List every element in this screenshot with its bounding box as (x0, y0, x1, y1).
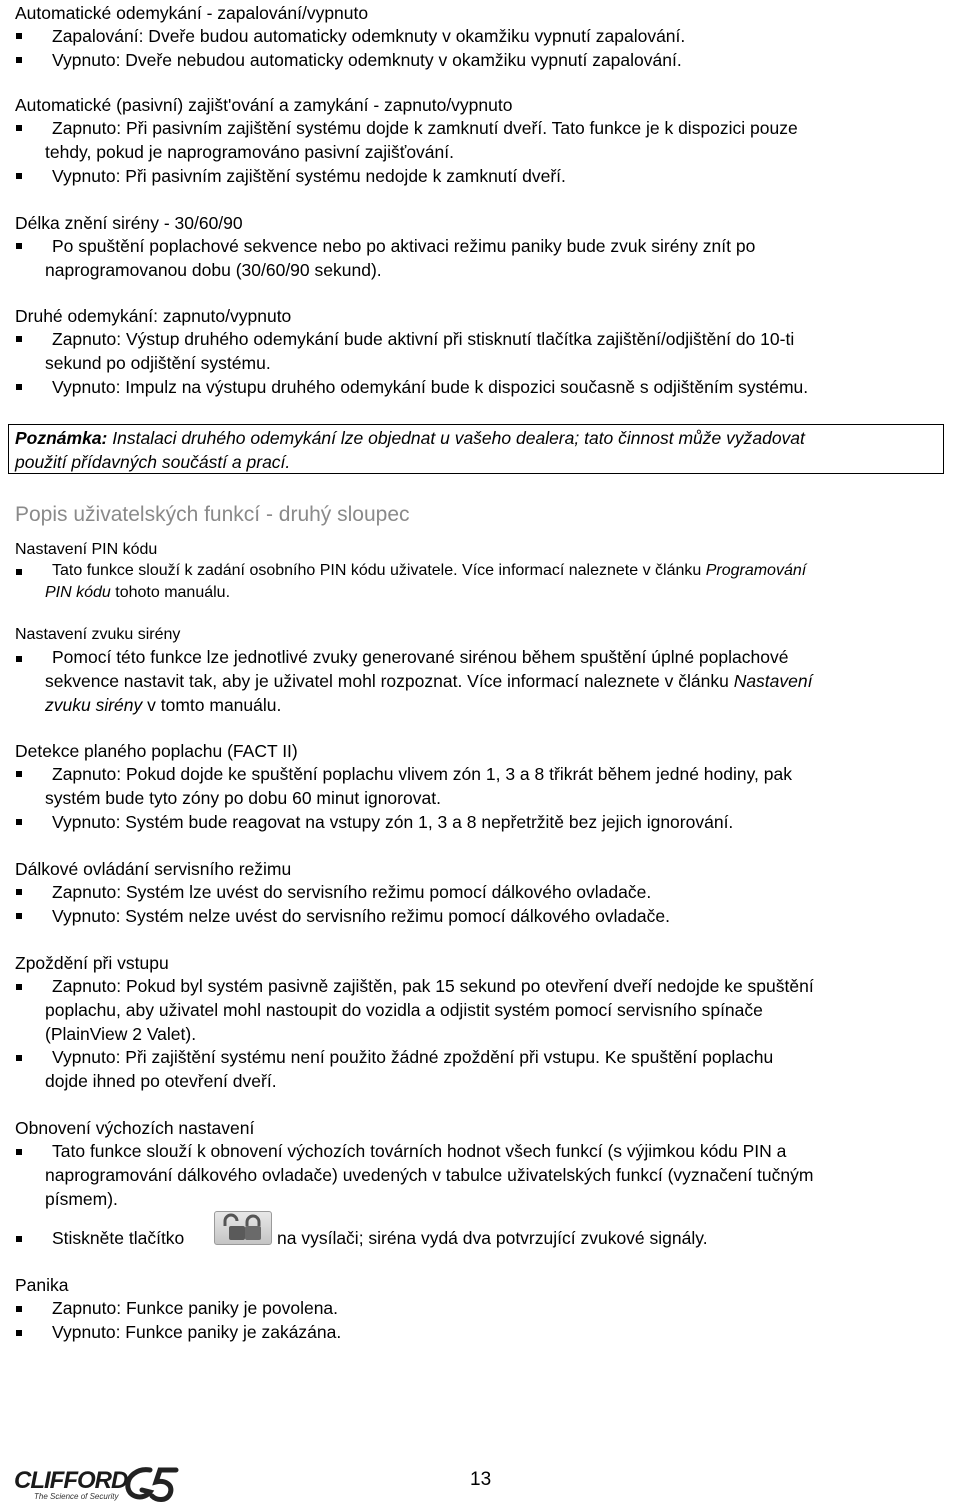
auto-unlock-heading: Automatické odemykání - zapalování/vypnuto (15, 3, 369, 23)
siren-sound-link: Nastavení (733, 671, 813, 691)
auto-unlock-item-1: Zapalování: Dveře budou automaticky odemknuty v okamžiku vypnutí zapalování. (52, 26, 686, 46)
entry-delay-heading: Zpoždění při vstupu (15, 953, 169, 973)
pin-link-programming: Programování (705, 562, 807, 579)
service-item-1: Zapnuto: Systém lze uvést do servisního režimu pomocí dálkového ovladače. (52, 882, 652, 902)
defaults-item-1-line-3: písmem). (45, 1189, 118, 1209)
page-number: 13 (470, 1469, 492, 1490)
unlock-icon-graphic (215, 1212, 271, 1244)
passive-lock-heading: Automatické (pasivní) zajišt'ování a zamykání - zapnuto/vypnuto (15, 95, 513, 115)
panic-item-2: Vypnuto: Funkce paniky je zakázána. (52, 1322, 342, 1342)
pin-item-line-2: PIN kódu tohoto manuálu. (45, 584, 231, 601)
column-section-title: Popis uživatelských funkcí - druhý sloupec (15, 503, 410, 526)
clifford-logo-tagline: The Science of Security (34, 1492, 119, 1501)
fact-item-2: Vypnuto: Systém bude reagovat na vstupy zón 1, 3 a 8 nepřetržitě bez jejich ignorování. (52, 812, 734, 832)
clifford-logo: CLIFFORD (14, 1467, 128, 1494)
bullet-marker (16, 173, 22, 179)
passive-lock-item-1-line-1: Zapnuto: Při pasivním zajištění systému dojde k zamknutí dveří. Tato funkce je k dispozici pouze (52, 118, 798, 138)
bullet-marker (16, 33, 22, 39)
entry-delay-item-1-line-1: Zapnuto: Pokud byl systém pasivně zajištěn, pak 15 sekund po otevření dveří nedojde ke spuštění (52, 976, 814, 996)
service-heading: Dálkové ovládání servisního režimu (15, 859, 292, 879)
siren-sound-item-line-2: sekvence nastavit tak, aby je uživatel mohl rozpoznat. Více informací naleznete v článku Nastavení (45, 671, 813, 691)
defaults-item-1-line-1: Tato funkce slouží k obnovení výchozích továrních hodnot všech funkcí (s výjimkou kódu PIN a (52, 1141, 787, 1161)
bullet-marker (16, 384, 22, 390)
note-label: Poznámka: (15, 428, 108, 448)
service-item-2: Vypnuto: Systém nelze uvést do servisního režimu pomocí dálkového ovladače. (52, 906, 671, 926)
bullet-marker (16, 819, 22, 825)
panic-item-1: Zapnuto: Funkce paniky je povolena. (52, 1298, 339, 1318)
bullet-marker (16, 1330, 22, 1336)
siren-sound-item-line-1: Pomocí této funkce lze jednotlivé zvuky generované sirénou během spuštění úplné poplachové (52, 647, 789, 667)
fact-item-1-line-1: Zapnuto: Pokud dojde ke spuštění poplachu vlivem zón 1, 3 a 8 třikrát během jedné hodiny, pak (52, 764, 792, 784)
passive-lock-item-2: Vypnuto: Při pasivním zajištění systému nedojde k zamknutí dveří. (52, 166, 566, 186)
bullet-marker (16, 889, 22, 895)
siren-sound-heading: Nastavení zvuku sirény (15, 626, 181, 643)
bullet-marker (16, 1306, 22, 1312)
bullet-marker (16, 913, 22, 919)
unlock-button-icon (214, 1211, 272, 1245)
bullet-marker (16, 57, 22, 63)
entry-delay-item-2-line-2: dojde ihned po otevření dveří. (45, 1071, 277, 1091)
bullet-marker (16, 1236, 22, 1242)
auto-unlock-item-2: Vypnuto: Dveře nebudou automaticky odemknuty v okamžiku vypnutí zapalování. (52, 50, 682, 70)
bullet-marker (16, 336, 22, 342)
entry-delay-item-1-line-2: poplachu, aby uživatel mohl nastoupit do vozidla a odjistit systém pomocí servisního spínače (45, 1000, 763, 1020)
g5-logo-icon (120, 1466, 182, 1506)
bullet-marker (16, 243, 22, 249)
second-unlock-item-1-line-1: Zapnuto: Výstup druhého odemykání bude aktivní při stisknutí tlačítka zajištění/odjištění do 10-ti (52, 329, 795, 349)
fact-item-1-line-2: systém bude tyto zóny po dobu 60 minut ignorovat. (45, 788, 441, 808)
defaults-heading: Obnovení výchozích nastavení (15, 1118, 255, 1138)
bullet-marker (16, 656, 22, 662)
panic-heading: Panika (15, 1275, 69, 1295)
siren-length-item-line-2: naprogramovanou dobu (30/60/90 sekund). (45, 260, 382, 280)
pin-heading: Nastavení PIN kódu (15, 541, 158, 558)
bullet-marker (16, 1055, 22, 1061)
bullet-marker (16, 984, 22, 990)
fact-heading: Detekce planého poplachu (FACT II) (15, 741, 298, 761)
siren-length-item-line-1: Po spuštění poplachové sekvence nebo po aktivaci režimu paniky bude zvuk sirény znít po (52, 236, 756, 256)
siren-sound-item-line-3: zvuku sirény v tomto manuálu. (45, 695, 282, 715)
entry-delay-item-1-line-3: (PlainView 2 Valet). (45, 1024, 197, 1044)
bullet-marker (16, 125, 22, 131)
bullet-marker (16, 1149, 22, 1155)
note-line-2: použití přídavných součástí a prací. (15, 452, 291, 472)
second-unlock-item-2: Vypnuto: Impulz na výstupu druhého odemykání bude k dispozici současně s odjištěním systému. (52, 377, 809, 397)
bullet-marker (16, 569, 22, 575)
passive-lock-item-1-line-2: tehdy, pokud je naprogramováno pasivní zajišťování. (45, 142, 454, 162)
pin-link-pin-code: PIN kódu (45, 584, 111, 601)
defaults-item-2-text-a: Stiskněte tlačítko (52, 1228, 185, 1248)
note-text: Instalaci druhého odemykání lze objednat u vašeho dealera; tato činnost může vyžadovat (107, 428, 805, 448)
defaults-item-2-text-b: na vysílači; siréna vydá dva potvrzující zvukové signály. (277, 1228, 708, 1248)
second-unlock-item-1-line-2: sekund po odjištění systému. (45, 353, 271, 373)
siren-length-heading: Délka znění sirény - 30/60/90 (15, 213, 243, 233)
pin-item-line-1: Tato funkce slouží k zadání osobního PIN kódu uživatele. Více informací naleznete v článku Programování (52, 562, 807, 579)
entry-delay-item-2-line-1: Vypnuto: Při zajištění systému není použito žádné zpoždění při vstupu. Ke spuštění poplachu (52, 1047, 774, 1067)
second-unlock-heading: Druhé odemykání: zapnuto/vypnuto (15, 306, 292, 326)
bullet-marker (16, 771, 22, 777)
defaults-item-1-line-2: naprogramování dálkového ovladače) uvedených v tabulce uživatelských funkcí (vyznačení tučným (45, 1165, 814, 1185)
note-line-1 (15, 427, 805, 449)
